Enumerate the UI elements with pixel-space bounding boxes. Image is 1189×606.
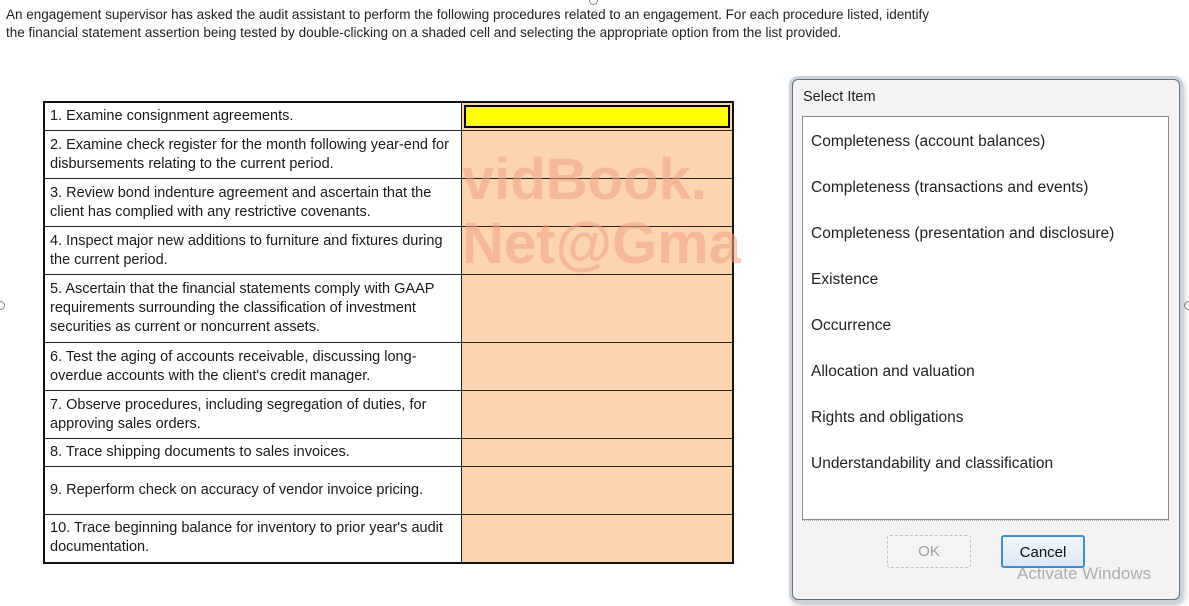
activate-windows-watermark: Activate Windows <box>1017 564 1152 583</box>
table-row <box>44 102 733 131</box>
answer-cell-5[interactable] <box>462 275 734 343</box>
table-row <box>44 467 733 515</box>
select-item-dialog <box>792 79 1180 600</box>
procedure-cell: 1. Examine consignment agreements. <box>44 102 462 131</box>
watermark-line-1: vidBook. <box>462 148 707 212</box>
dialog-separator <box>802 520 1169 521</box>
option-completeness-transactions[interactable]: Completeness (transactions and events) <box>811 179 1089 196</box>
procedure-cell: 8. Trace shipping documents to sales invoices. <box>44 439 462 467</box>
table-row <box>44 179 733 227</box>
selected-answer-cell[interactable] <box>464 105 730 128</box>
procedure-cell: 9. Reperform check on accuracy of vendor invoice pricing. <box>44 467 462 515</box>
table-row <box>44 391 733 439</box>
table-row <box>44 227 733 275</box>
instructions-text <box>6 6 1126 42</box>
procedure-cell: 6. Test the aging of accounts receivable, discussing long-overdue accounts with the client's credit manager. <box>44 343 462 391</box>
answer-cell-8[interactable] <box>462 439 734 467</box>
procedure-cell: 3. Review bond indenture agreement and ascertain that the client has complied with any restrictive covenants. <box>44 179 462 227</box>
option-completeness-account-balances[interactable]: Completeness (account balances) <box>811 133 1046 150</box>
resize-handle-left[interactable] <box>0 301 5 310</box>
answer-cell-1[interactable] <box>462 102 734 131</box>
answer-cell-4[interactable] <box>462 227 734 275</box>
answer-cell-6[interactable] <box>462 343 734 391</box>
option-occurrence[interactable]: Occurrence <box>811 317 892 334</box>
option-allocation-valuation[interactable]: Allocation and valuation <box>811 363 975 380</box>
table-row <box>44 515 733 563</box>
procedure-cell: 5. Ascertain that the financial statements comply with GAAP requirements surrounding the classification of investment securities as current or noncurrent assets. <box>44 275 462 343</box>
answer-cell-3[interactable] <box>462 179 734 227</box>
procedure-cell: 10. Trace beginning balance for inventory to prior year's audit documentation. <box>44 515 462 563</box>
option-rights-obligations[interactable]: Rights and obligations <box>811 409 964 426</box>
answer-cell-2[interactable] <box>462 131 734 179</box>
instructions-line-1: An engagement supervisor has asked the audit assistant to perform the following procedures related to an engagement. For each procedure listed, identify <box>6 7 930 22</box>
resize-handle-right[interactable] <box>1184 301 1189 310</box>
option-existence[interactable]: Existence <box>811 271 879 288</box>
answer-cell-7[interactable] <box>462 391 734 439</box>
table-row <box>44 343 733 391</box>
watermark-line-2: Net@Gma <box>462 211 741 276</box>
ok-button[interactable]: OK <box>887 535 971 568</box>
table-row <box>44 275 733 343</box>
procedure-cell: 4. Inspect major new additions to furniture and fixtures during the current period. <box>44 227 462 275</box>
resize-handle-top[interactable] <box>589 0 598 5</box>
procedure-cell: 2. Examine check register for the month following year-end for disbursements relating to the current period. <box>44 131 462 179</box>
answer-cell-9[interactable] <box>462 467 734 515</box>
answer-cell-10[interactable] <box>462 515 734 563</box>
procedures-table <box>43 101 734 564</box>
table-row <box>44 131 733 179</box>
options-listbox[interactable] <box>802 116 1169 520</box>
instructions-line-2: the financial statement assertion being tested by double-clicking on a shaded cell and selecting the appropriate option from the list provided. <box>6 25 842 40</box>
option-completeness-presentation[interactable]: Completeness (presentation and disclosure) <box>811 225 1115 242</box>
procedure-cell: 7. Observe procedures, including segregation of duties, for approving sales orders. <box>44 391 462 439</box>
option-understandability-classification[interactable]: Understandability and classification <box>811 455 1054 472</box>
cancel-button[interactable]: Cancel <box>1001 535 1085 568</box>
table-row <box>44 439 733 467</box>
dialog-title: Select Item <box>803 89 876 105</box>
